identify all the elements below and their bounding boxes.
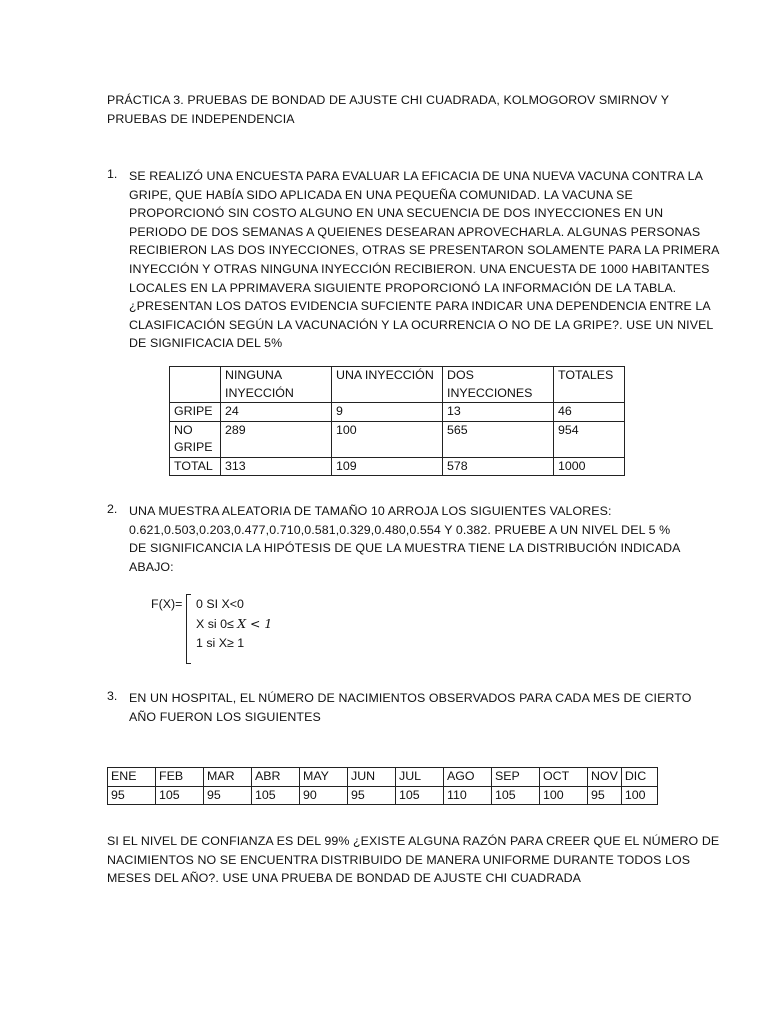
table-cell: 109 xyxy=(332,457,443,476)
table-header-cell: UNA INYECCIÓN xyxy=(332,367,443,403)
table-cell: 1000 xyxy=(554,457,625,476)
q3-line: EN UN HOSPITAL, EL NÚMERO DE NACIMIENTOS OBSERVADOS PARA CADA MES DE CIERTO xyxy=(129,691,692,705)
closing-line: NACIMIENTOS NO SE ENCUENTRA DISTRIBUIDO DE MANERA UNIFORME DURANTE TODOS LOS xyxy=(107,852,691,867)
title-line: PRUEBAS DE INDEPENDENCIA xyxy=(107,111,295,126)
table-header-cell: MAY xyxy=(300,768,348,787)
closing-line: SI EL NIVEL DE CONFIANZA ES DEL 99% ¿EXISTE ALGUNA RAZÓN PARA CREER QUE EL NÚMERO DE xyxy=(107,834,720,848)
q1-text xyxy=(129,167,720,353)
q2-line: ABAJO: xyxy=(129,559,174,574)
table-cell: 9 xyxy=(332,403,443,422)
q2-text xyxy=(129,502,681,576)
table-cell: 565 xyxy=(443,421,554,457)
q1-line: PROPORCIONÓ SIN COSTO ALGUNO EN UNA SECUENCIA DE DOS INYECCIONES EN UN xyxy=(129,206,664,221)
q1-line: PERIODO DE DOS SEMANAS A QUEIENES DESEARAN APROVECHARLA. ALGUNAS PERSONAS xyxy=(129,224,701,239)
table-cell: TOTAL xyxy=(170,457,221,476)
table-header-cell: SEP xyxy=(492,768,540,787)
table-cell: 313 xyxy=(221,457,332,476)
table-header-row xyxy=(108,768,658,787)
piecewise-case-text: X si 0≤ xyxy=(196,617,238,631)
table-header-cell: AGO xyxy=(444,768,492,787)
table-cell: 95 xyxy=(588,786,622,805)
q1-line: DE SIGNIFICACIA DEL 5% xyxy=(129,336,283,351)
table-header-cell: JUL xyxy=(396,768,444,787)
table-cell: 105 xyxy=(492,786,540,805)
table-cell: 578 xyxy=(443,457,554,476)
piecewise-case: 1 si X≥ 1 xyxy=(196,636,245,650)
table-header-cell: FEB xyxy=(156,768,204,787)
q3-line: AÑO FUERON LOS SIGUIENTES xyxy=(129,709,321,724)
table-cell: NO GRIPE xyxy=(170,421,221,457)
table-cell: 110 xyxy=(444,786,492,805)
table-cell: 24 xyxy=(221,403,332,422)
q2-line: UNA MUESTRA ALEATORIA DE TAMAÑO 10 ARROJA LOS SIGUIENTES VALORES: xyxy=(129,504,612,518)
q1-line: GRIPE, QUE HABÍA SIDO APLICADA EN UNA PEQUEÑA COMUNIDAD. LA VACUNA SE xyxy=(129,187,633,202)
table-header-cell xyxy=(170,367,221,403)
table-cell: GRIPE xyxy=(170,403,221,422)
table-cell: 100 xyxy=(621,786,657,805)
table-header-row xyxy=(170,367,625,403)
table-header-cell: NOV xyxy=(588,768,622,787)
table-header-cell: JUN xyxy=(348,768,396,787)
table-header-cell: OCT xyxy=(540,768,588,787)
q1-line: SE REALIZÓ UNA ENCUESTA PARA EVALUAR LA EFICACIA DE UNA NUEVA VACUNA CONTRA LA xyxy=(129,169,704,183)
table-row xyxy=(170,421,625,457)
q2-line: DE SIGNIFICANCIA LA HIPÓTESIS DE QUE LA MUESTRA TIENE LA DISTRIBUCIÓN INDICADA xyxy=(129,541,681,556)
closing-line: MESES DEL AÑO?. USE UNA PRUEBA DE BONDAD DE AJUSTE CHI CUADRADA xyxy=(107,871,582,886)
q3-text xyxy=(129,689,691,726)
table-row xyxy=(108,786,658,805)
table-header-cell: ENE xyxy=(108,768,156,787)
q1-line: ¿PRESENTAN LOS DATOS EVIDENCIA SUFCIENTE PARA INDICAR UNA DEPENDENCIA ENTRE LA xyxy=(129,299,711,314)
table-cell: 105 xyxy=(252,786,300,805)
q2-line: 0.621,0.503,0.203,0.477,0.710,0.581,0.329,0.480,0.554 Y 0.382. PRUEBE A UN NIVEL DEL 5 % xyxy=(129,522,671,537)
document-title xyxy=(107,91,669,128)
q1-number: 1. xyxy=(107,167,118,181)
table-header-cell: NINGUNA INYECCIÓN xyxy=(221,367,332,403)
table-cell: 95 xyxy=(348,786,396,805)
table-cell: 289 xyxy=(221,421,332,457)
table-header-cell: DIC xyxy=(621,768,657,787)
table-header-cell: ABR xyxy=(252,768,300,787)
piecewise-function xyxy=(196,595,272,653)
table-cell: 105 xyxy=(396,786,444,805)
table-cell: 13 xyxy=(443,403,554,422)
table-row xyxy=(170,457,625,476)
table-header-cell: MAR xyxy=(204,768,252,787)
table-cell: 95 xyxy=(204,786,252,805)
piecewise-case-math: X < 1 xyxy=(237,616,273,631)
table-cell: 46 xyxy=(554,403,625,422)
table-header-cell: TOTALES xyxy=(554,367,625,403)
table-row xyxy=(170,403,625,422)
table-cell: 954 xyxy=(554,421,625,457)
table-cell: 100 xyxy=(332,421,443,457)
closing-question xyxy=(107,832,719,888)
title-line: PRÁCTICA 3. PRUEBAS DE BONDAD DE AJUSTE CHI CUADRADA, KOLMOGOROV SMIRNOV Y xyxy=(107,93,670,107)
births-per-month-table xyxy=(107,767,658,805)
table-cell: 105 xyxy=(156,786,204,805)
vaccine-contingency-table xyxy=(169,366,625,476)
piecewise-case: 0 SI X<0 xyxy=(196,597,244,611)
piecewise-case xyxy=(196,614,272,634)
table-cell: 100 xyxy=(540,786,588,805)
table-cell: 90 xyxy=(300,786,348,805)
q1-line: INYECCIÓN Y OTRAS NINGUNA INYECCIÓN RECIBIERON. UNA ENCUESTA DE 1000 HABITANTES xyxy=(129,261,710,276)
q1-line: LOCALES EN LA PPRIMAVERA SIGUIENTE PROPORCIONÓ LA INFORMACIÓN DE LA TABLA. xyxy=(129,280,677,295)
q2-number: 2. xyxy=(107,502,118,516)
table-cell: 95 xyxy=(108,786,156,805)
cdf-label: F(X)= xyxy=(151,597,183,611)
q3-number: 3. xyxy=(107,689,118,703)
table-header-cell: DOS INYECCIONES xyxy=(443,367,554,403)
q1-line: CLASIFICACIÓN SEGÚN LA VACUNACIÓN Y LA OCURRENCIA O NO DE LA GRIPE?. USE UN NIVEL xyxy=(129,317,714,332)
piecewise-brace xyxy=(186,594,193,664)
q1-line: RECIBIERON LAS DOS INYECCIONES, OTRAS SE PRESENTARON SOLAMENTE PARA LA PRIMERA xyxy=(129,243,720,258)
